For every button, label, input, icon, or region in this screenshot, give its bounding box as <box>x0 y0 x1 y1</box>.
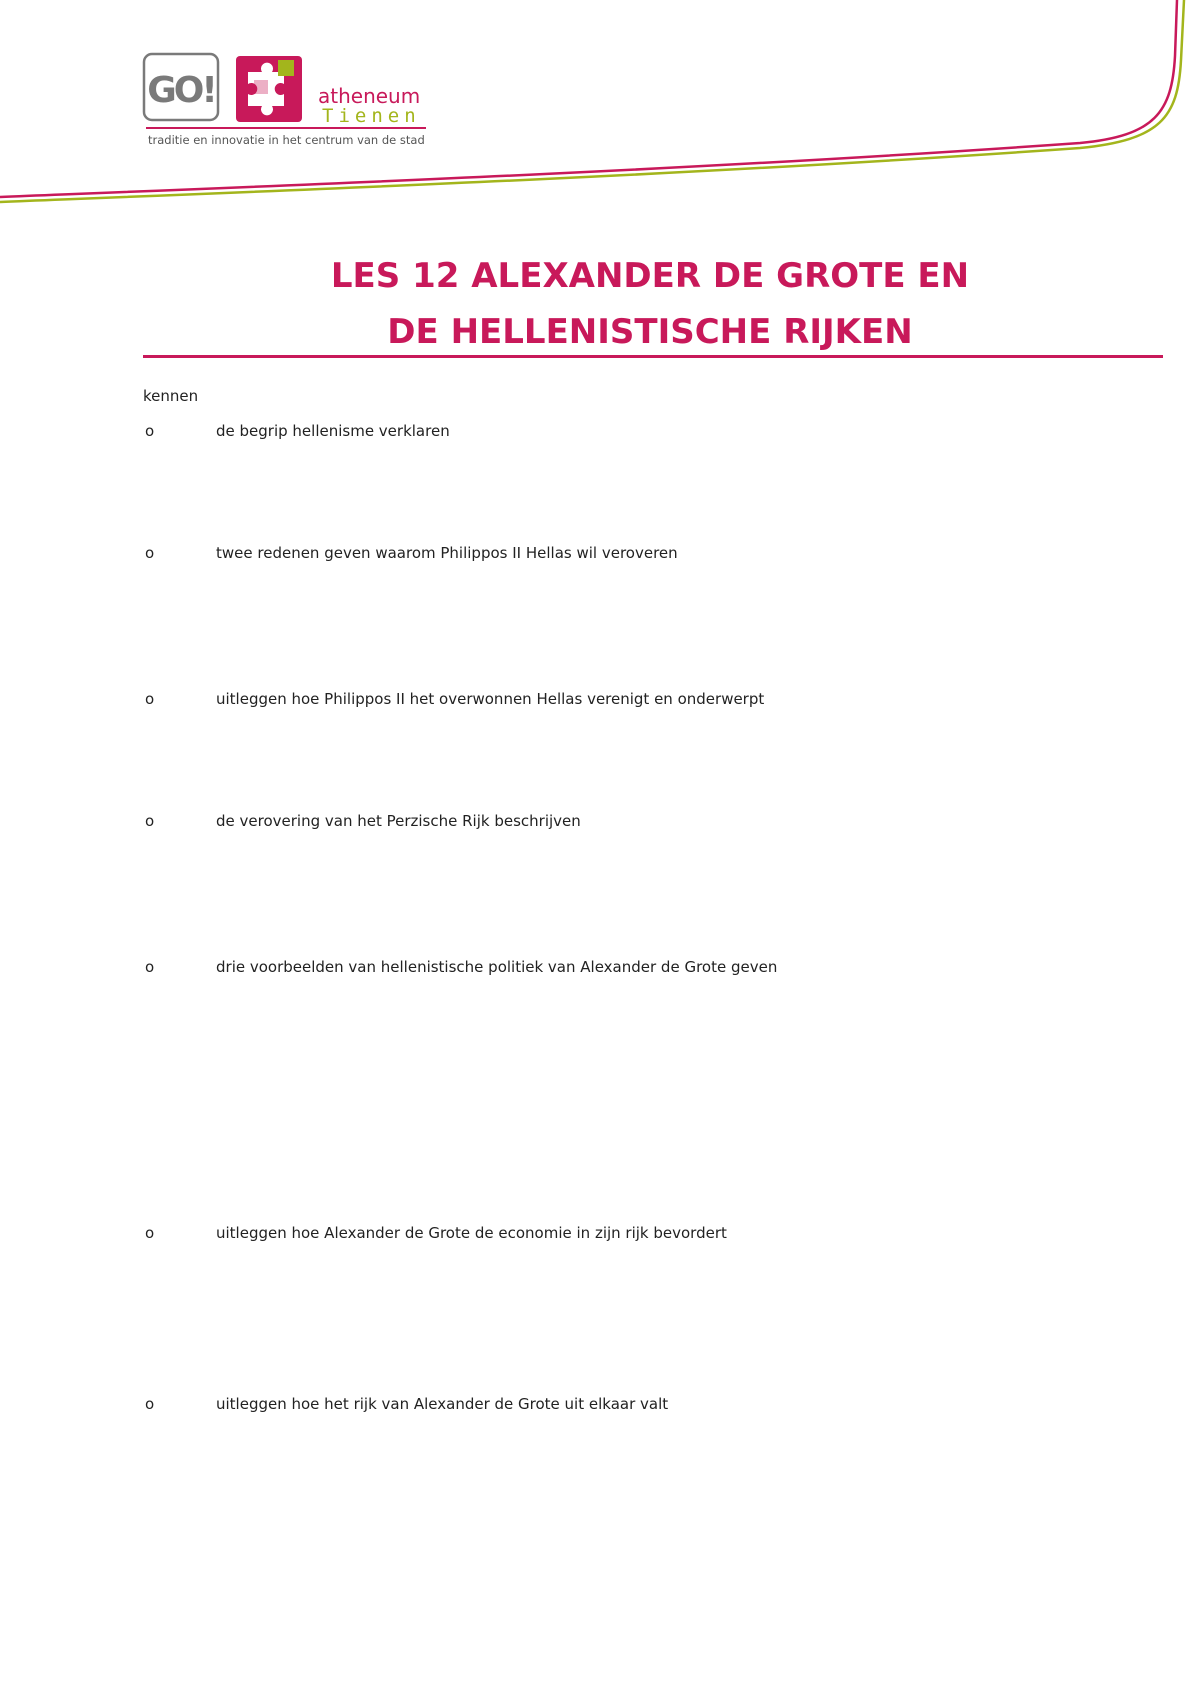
objective-text: de verovering van het Perzische Rijk beschrijven <box>216 812 581 830</box>
objective-text: de begrip hellenisme verklaren <box>216 422 450 440</box>
title-line-2: DE HELLENISTISCHE RIJKEN <box>387 312 913 352</box>
objective-item <box>143 810 1143 832</box>
svg-text:GO!: GO! <box>147 70 215 111</box>
objective-text: uitleggen hoe het rijk van Alexander de Grote uit elkaar valt <box>216 1395 669 1413</box>
bullet-icon: o <box>145 544 155 562</box>
objective-item <box>143 420 1143 442</box>
logo-divider <box>146 127 426 129</box>
objective-text: twee redenen geven waarom Philippos II Hellas wil veroveren <box>216 544 678 562</box>
bullet-icon: o <box>145 1395 155 1413</box>
bullet-icon: o <box>145 1224 155 1242</box>
intro-text: kennen <box>143 387 199 405</box>
objective-item <box>143 688 1143 710</box>
bullet-icon: o <box>145 690 155 708</box>
page-title <box>140 248 1160 360</box>
title-divider <box>143 355 1163 358</box>
bullet-icon: o <box>145 422 155 440</box>
objective-item <box>143 1222 1143 1244</box>
school-city: Tienen <box>322 105 421 127</box>
bullet-icon: o <box>145 812 155 830</box>
objective-text: uitleggen hoe Alexander de Grote de economie in zijn rijk bevordert <box>216 1224 727 1242</box>
objective-text: drie voorbeelden van hellenistische politiek van Alexander de Grote geven <box>216 958 778 976</box>
school-logo <box>142 52 432 152</box>
title-line-1: LES 12 ALEXANDER DE GROTE EN <box>330 256 970 296</box>
puzzle-logo-icon <box>234 54 304 124</box>
objective-item <box>143 542 1143 564</box>
objective-item <box>143 1393 1143 1415</box>
go-logo-icon <box>142 52 220 122</box>
school-name: atheneum <box>318 84 421 108</box>
objective-item <box>143 956 1143 978</box>
bullet-icon: o <box>145 958 155 976</box>
objective-text: uitleggen hoe Philippos II het overwonnen Hellas verenigt en onderwerpt <box>216 690 765 708</box>
school-tagline: traditie en innovatie in het centrum van de stad <box>148 133 425 147</box>
